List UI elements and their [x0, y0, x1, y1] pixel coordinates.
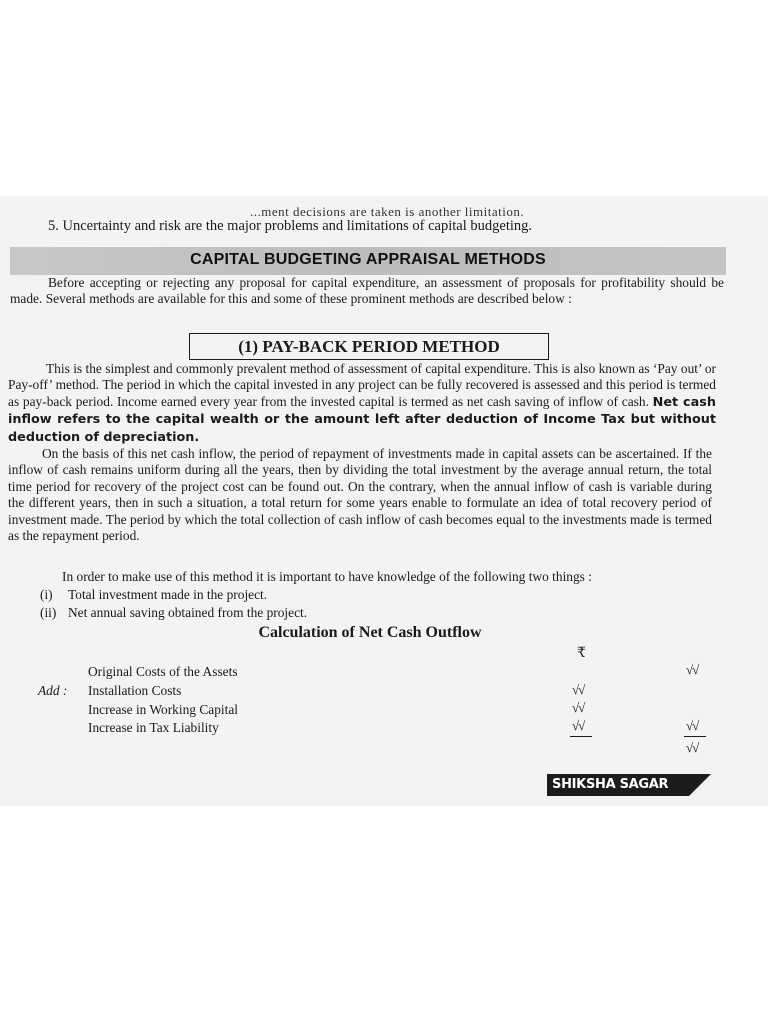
calc-value-col1: √√ [572, 682, 585, 697]
calc-value-col1: √√ [572, 718, 585, 733]
calc-row-label: Increase in Tax Liability [88, 720, 219, 735]
payback-paragraph-1-text: This is the simplest and commonly prevalent method of assessment of capital expenditure. This is also known as ‘Pay out’ or Pay-off’ method. The period in which the capital invested in any project can be fully recovered is assessed and this period is termed as pay-back period. Income earned every year from the invested capital is termed as net cash saving of inflow of cash. [8, 361, 716, 409]
brand-name: SHIKSHA SAGAR [552, 777, 669, 792]
calc-row-label: Increase in Working Capital [88, 702, 239, 717]
rupee-symbol: ₹ [577, 646, 586, 661]
calc-row-label: Original Costs of the Assets [88, 664, 238, 679]
limitation-item-5: 5. Uncertainty and risk are the major problems and limitations of capital budgeting. [48, 218, 533, 234]
total-rule [684, 736, 706, 737]
payback-paragraph-2: On the basis of this net cash inflow, the period of repayment of investments made in capital assets can be ascertained. If the inflow of cash remains uniform during all the years, then by dividing the total investment by the average annual return, the total time period for recovery of the project cost can be found out. On the contrary, when the annual inflow of cash is variable during the different years, then in such a situation, a total return for some years enable to formulate an idea of total recovery period of investment made. The period by which the total collection of cash inflow of cash becomes equal to the investments made is termed as the repayment period. [8, 446, 712, 544]
knowledge-item-marker-2: (ii) [40, 605, 57, 620]
intro-paragraph: Before accepting or rejecting any proposal for capital expenditure, an assessment of proposals for profitability should be made. Several methods are available for this and some of these prominent methods are described below : [10, 275, 724, 307]
subtotal-rule [570, 736, 592, 737]
section-heading-band [10, 247, 726, 275]
method-heading-box [189, 333, 549, 360]
cut-off-text-line: ...ment decisions are taken is another limitation. [250, 204, 525, 219]
payback-paragraph-1 [8, 361, 716, 446]
knowledge-item-marker-1: (i) [40, 587, 53, 602]
calc-value-col1: √√ [572, 700, 585, 715]
section-heading: CAPITAL BUDGETING APPRAISAL METHODS [190, 251, 546, 268]
calc-title: Calculation of Net Cash Outflow [258, 624, 482, 641]
knowledge-intro: In order to make use of this method it is important to have knowledge of the following two things : [62, 569, 592, 584]
add-label: Add : [38, 683, 68, 698]
calc-value-col2: √√ [686, 662, 699, 677]
net-cash-inflow-definition: Net cash inflow refers to the capital wealth or the amount left after deduction of Income Tax but without deduction of depreciation. [8, 394, 716, 445]
method-heading: (1) PAY-BACK PERIOD METHOD [238, 337, 500, 356]
knowledge-item-1: Total investment made in the project. [68, 587, 268, 602]
calc-row-label: Installation Costs [88, 683, 182, 698]
calc-total: √√ [686, 740, 699, 755]
knowledge-item-2: Net annual saving obtained from the project. [68, 605, 308, 620]
calc-value-col2: √√ [686, 718, 699, 733]
